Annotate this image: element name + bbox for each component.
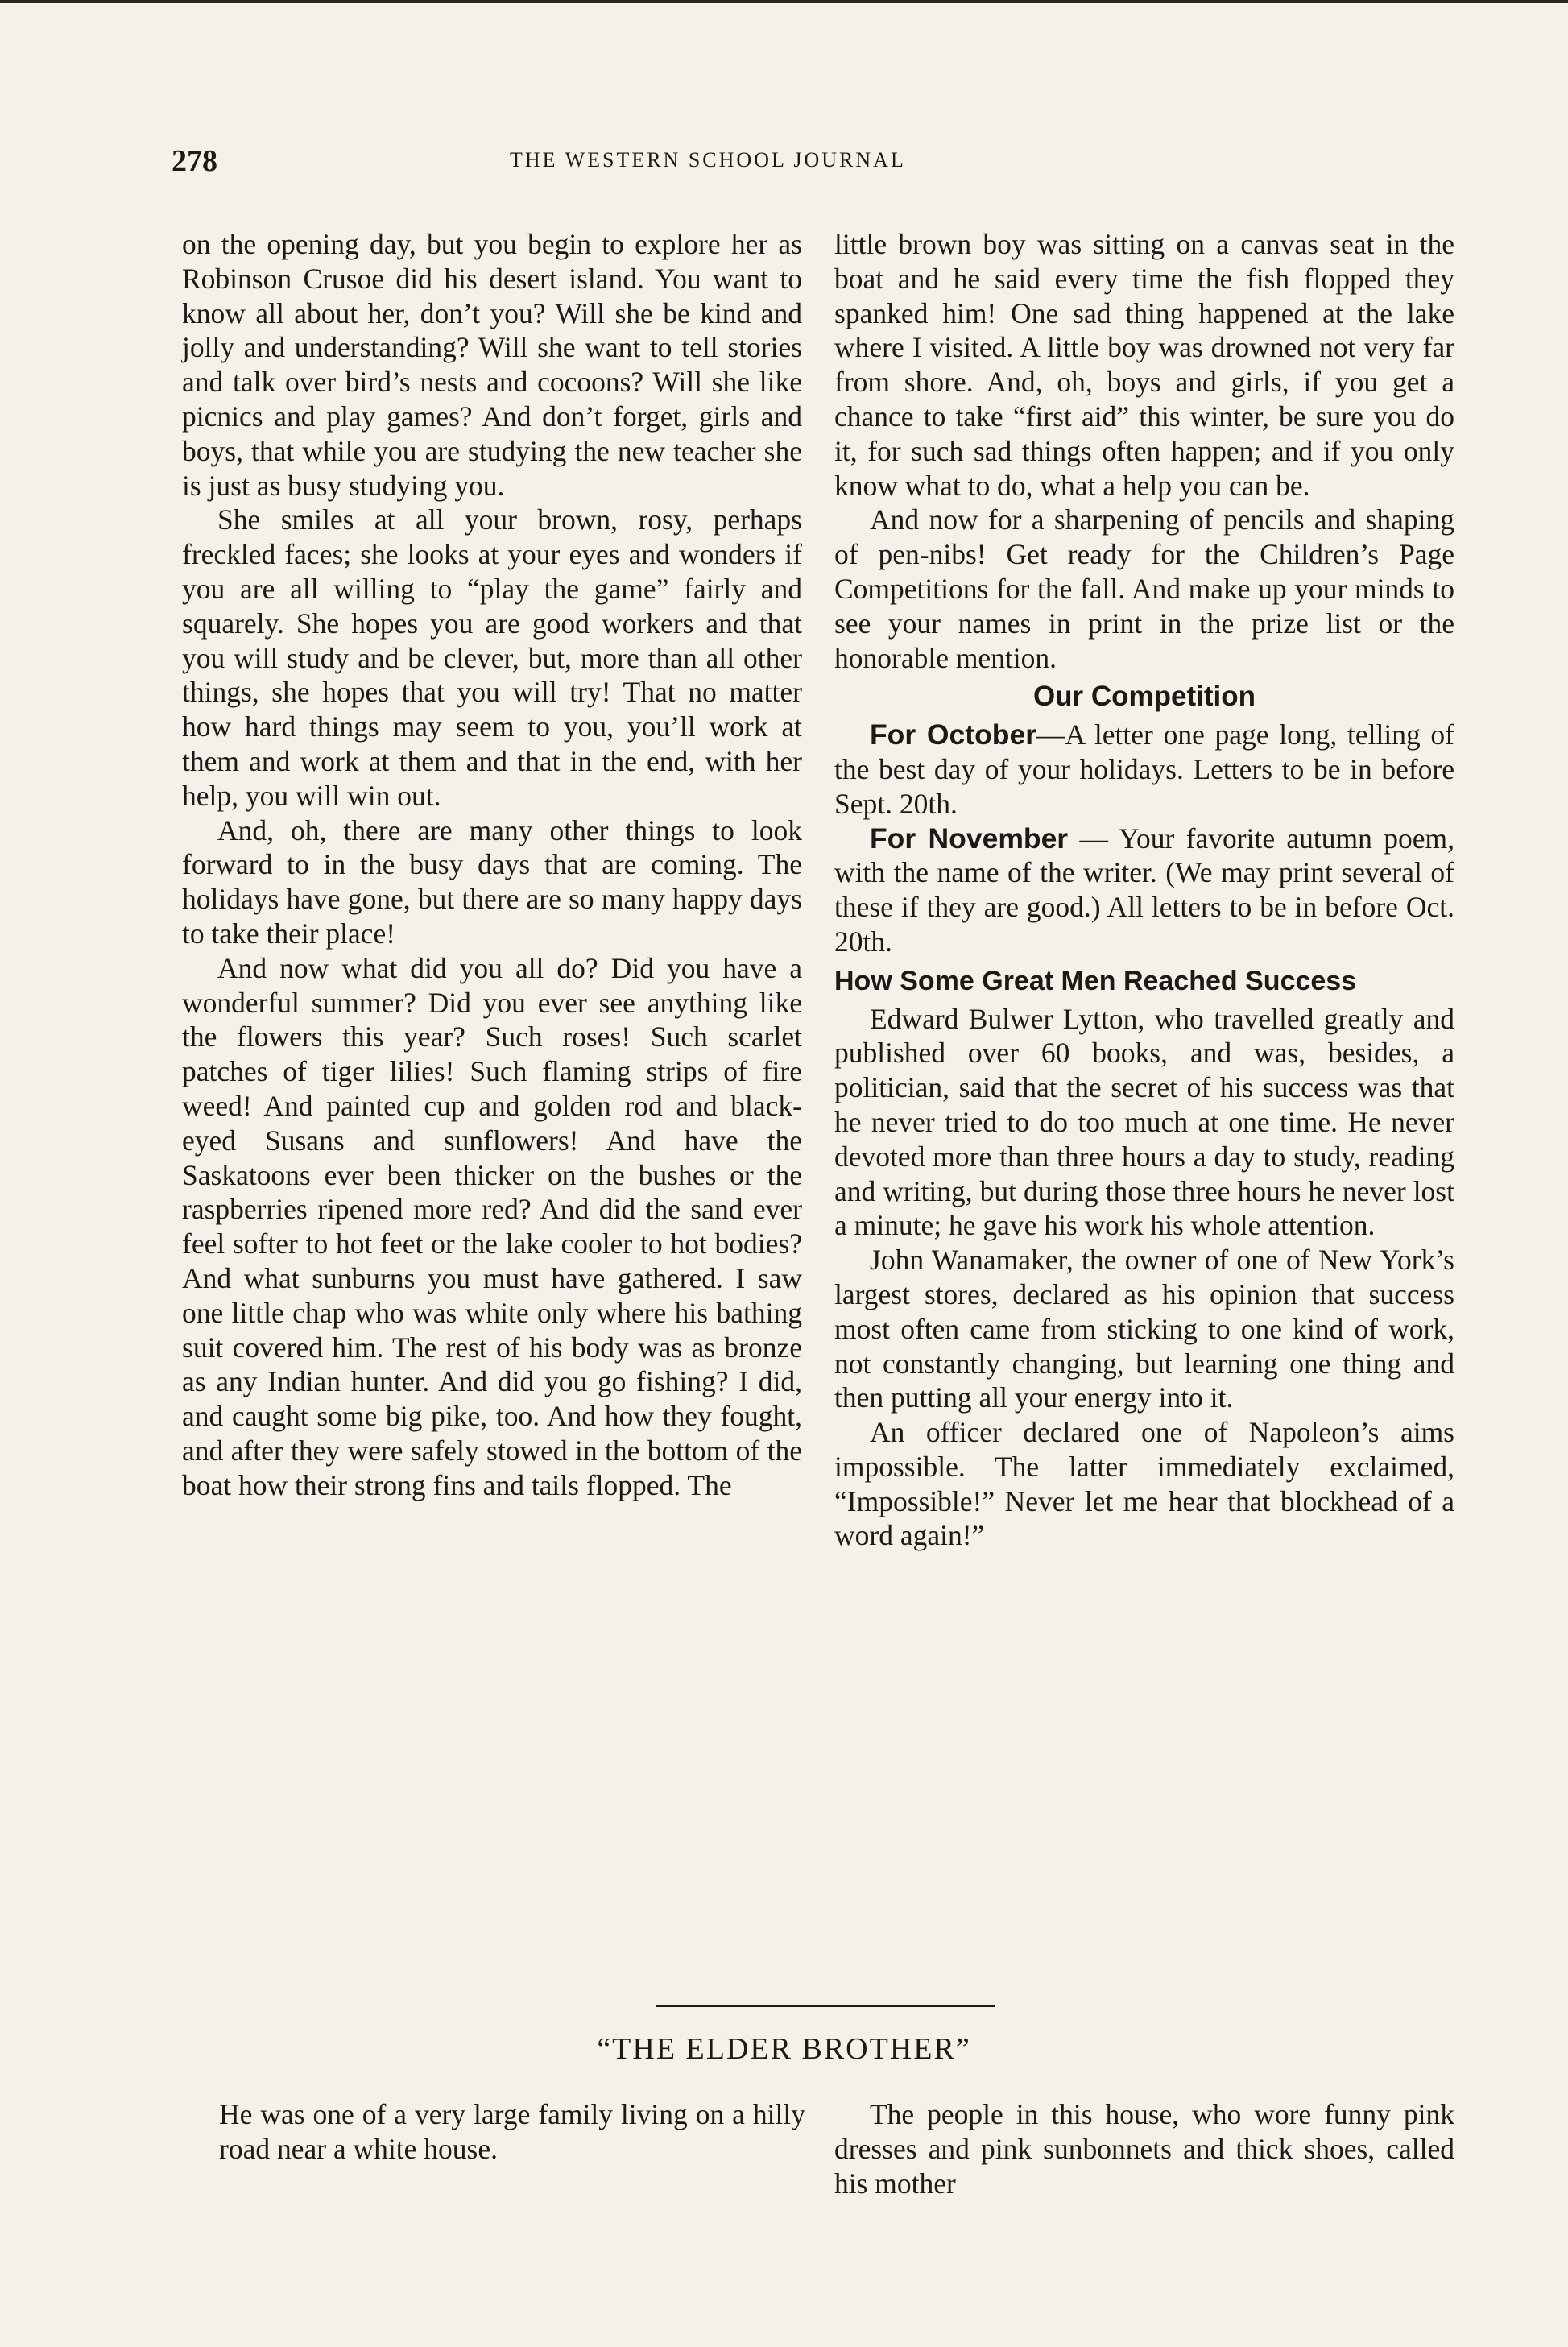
story-right-text: The people in this house, who wore funny pink dresses and pink sunbonnets and thick shoes, called his mother xyxy=(834,2098,1454,2200)
story-right-column xyxy=(834,2097,1454,2200)
november-label: For November xyxy=(870,822,1069,855)
left-paragraph-3: And, oh, there are many other things to look forward to in the busy days that are coming. The holidays have gone, but there are so many happy days to take their place! xyxy=(182,813,802,950)
left-column xyxy=(182,227,802,1502)
right-paragraph-lytton: Edward Bulwer Lytton, who travelled greatly and published over 60 books, and was, besides, a politician, said that the secret of his success was that he never tried to do too much at one time. He never devoted more than three hours a day to study, reading and writing, but during those three hours he never lost a minute; he gave his work his whole attention. xyxy=(834,1002,1454,1242)
page-header xyxy=(172,143,1468,184)
right-paragraph-2: And now for a sharpening of pencils and shaping of pen-nibs! Get ready for the Children’s Page Competitions for the fall. And make up your minds to see your names in print in the prize list or the honorable mention. xyxy=(834,503,1454,674)
running-title: THE WESTERN SCHOOL JOURNAL xyxy=(510,148,906,172)
november-entry xyxy=(834,822,1454,959)
right-paragraph-napoleon: An officer declared one of Napoleon’s aims impossible. The latter immediately exclaimed, “Impossible!” Never let me hear that blockhead of a word again!” xyxy=(834,1416,1454,1552)
competition-heading: Our Competition xyxy=(1032,681,1256,713)
left-paragraph-1: on the opening day, but you begin to explore her as Robinson Crusoe did his desert island. You want to know all about her, don’t you? Will she be kind and jolly and understanding? Will she want to tell stories and talk over bird’s nests and cocoons? Will she like picnics and play games? And don’t forget, girls and boys, that while you are studying the new teacher she is just as busy studying you. xyxy=(182,228,802,502)
october-text: —A letter one page long, telling of the best day of your holidays. Letters to be in before Sept. 20th. xyxy=(834,718,1455,820)
right-column xyxy=(834,227,1454,1553)
right-paragraph-wanamaker: John Wanamaker, the owner of one of New York’s largest stores, declared as his opinion that success most often came from sticking to one kind of work, not constantly changing, but learning one thing and then putting all your energy into it. xyxy=(834,1244,1454,1414)
top-border xyxy=(0,0,1568,3)
section-divider xyxy=(656,2005,995,2007)
october-entry xyxy=(834,718,1454,821)
story-left-column xyxy=(219,2097,805,2167)
november-text: — Your favorite autumn poem, with the name of the writer. (We may print several of these if they are good.) All letters to be in before Oct. 20th. xyxy=(834,822,1454,958)
left-paragraph-2: She smiles at all your brown, rosy, perhaps freckled faces; she looks at your eyes and wonders if you are all willing to “play the game” fairly and squarely. She hopes you are good workers and that you will study and be clever, but, more than all other things, she hopes that you will try! That no matter how hard things may seem to you, you’ll work at them and work at them and that in the end, with her help, you will win out. xyxy=(182,503,802,812)
success-heading: How Some Great Men Reached Success xyxy=(834,965,1357,996)
right-paragraph-1: little brown boy was sitting on a canvas seat in the boat and he said every time the fish flopped they spanked him! One sad thing happened at the lake where I visited. A little boy was drowned not very far from shore. And, oh, boys and girls, if you get a chance to take “first aid” this winter, be sure you do it, for such sad things often happen; and if you only know what to do, what a help you can be. xyxy=(834,228,1454,502)
story-left-text: He was one of a very large family living on a hilly road near a white house. xyxy=(219,2098,805,2165)
left-paragraph-4: And now what did you all do? Did you have a wonderful summer? Did you ever see anything like the flowers this year? Such roses! Such scarlet patches of tiger lilies! Such flaming strips of fire weed! And painted cup and golden rod and black-eyed Susans and sunflowers! And have the Saskatoons ever been thicker on the bushes or the raspberries ripened more red? And did the sand ever feel softer to hot feet or the lake cooler to hot bodies? And what sunburns you must have gathered. I saw one little chap who was white only where his bathing suit covered him. The rest of his body was as bronze as any Indian hunter. And did you go fishing? I did, and caught some big pike, too. And how they fought, and after they were safely stowed in the bottom of the boat how their strong fins and tails flopped. The xyxy=(182,951,802,1501)
story-title: “THE ELDER BROTHER” xyxy=(597,2032,971,2066)
october-label: For October xyxy=(870,718,1037,751)
page-number: 278 xyxy=(172,144,217,178)
